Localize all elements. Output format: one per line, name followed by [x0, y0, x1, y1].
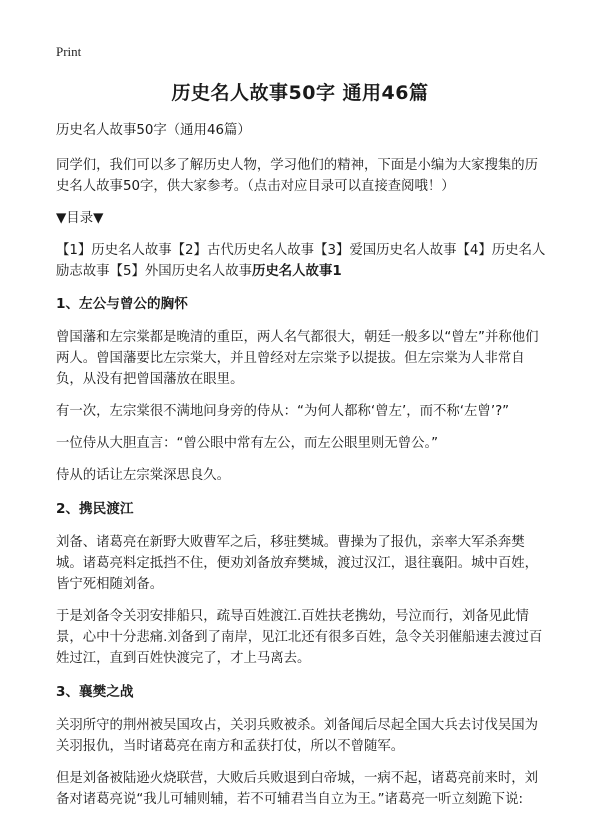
print-label[interactable]: Print [56, 44, 82, 59]
intro-paragraph: 同学们，我们可以多了解历史人物，学习他们的精神，下面是小编为大家搜集的历史名人故事50字，供大家参考。（点击对应目录可以直接查阅哦！） [56, 158, 539, 194]
section-heading-2: 2、携民渡江 [56, 501, 134, 517]
document-subtitle: 历史名人故事50字（通用46篇） [56, 123, 251, 138]
document-body [56, 120, 550, 821]
section-2-paragraph: 刘备、诸葛亮在新野大败曹军之后，移驻樊城。曹操为了报仇，亲率大军杀奔樊城。诸葛亮料定抵挡不住，便劝刘备放弃樊城，渡过汉江，退往襄阳。城中百姓，皆宁死相随刘备。 [56, 535, 539, 592]
section-1-paragraph: 侍从的话让左宗棠深思良久。 [56, 468, 231, 483]
section-2-paragraph: 于是刘备令关羽安排船只，疏导百姓渡江.百姓扶老携幼，号泣而行，刘备见此情景，心中十分悲痛.刘备到了南岸，见江北还有很多百姓，急令关羽催船速去渡过百姓过江，直到百姓快渡完了，才上马离去。 [56, 609, 543, 666]
section-1-paragraph: 曾国藩和左宗棠都是晚清的重臣，两人名气都很大，朝廷一般多以“曾左”并称他们两人。曾国藩要比左宗棠大，并且曾经对左宗棠予以提拔。但左宗棠为人非常自负，从没有把曾国藩放在眼里。 [56, 330, 539, 387]
section-heading-3: 3、襄樊之战 [56, 684, 134, 700]
toc-text[interactable]: 【1】历史名人故事【2】古代历史名人故事【3】爱国历史名人故事【4】历史名人励志故事【5】外国历史名人故事 [56, 243, 546, 279]
section-1-paragraph: 有一次，左宗棠很不满地问身旁的侍从：“为何人都称‘曾左’，而不称‘左曾’?” [56, 404, 510, 419]
section-3-paragraph: 关羽所守的荆州被吴国攻占，关羽兵败被杀。刘备闻后尽起全国大兵去讨伐吴国为关羽报仇，当时诸葛亮在南方和孟获打仗，所以不曾随军。 [56, 718, 539, 754]
toc-heading[interactable]: ▼目录▼ [56, 211, 104, 226]
section-heading-1: 1、左公与曾公的胸怀 [56, 296, 188, 312]
section-3-paragraph: 但是刘备被陆逊火烧联营，大败后兵败退到白帝城，一病不起，诸葛亮前来时，刘备对诸葛亮说“我儿可辅则辅，若不可辅君当自立为王。”诸葛亮一听立刻跪下说: [56, 771, 539, 807]
document-title: 历史名人故事50字 通用46篇 [171, 82, 429, 104]
toc-links[interactable] [56, 240, 550, 282]
toc-tail-heading: 历史名人故事1 [252, 264, 342, 279]
section-1-paragraph: 一位侍从大胆直言：“曾公眼中常有左公，而左公眼里则无曾公。” [56, 436, 439, 451]
